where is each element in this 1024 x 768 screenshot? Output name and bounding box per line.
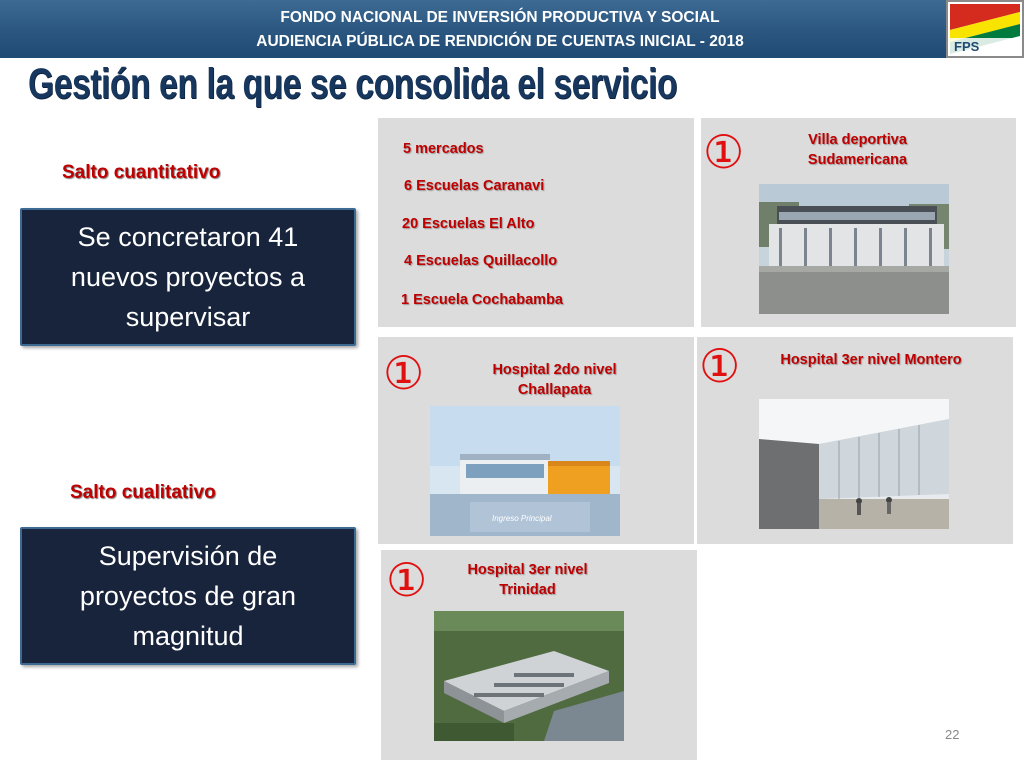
list-item: 20 Escuelas El Alto bbox=[402, 216, 535, 232]
circled-one-icon: ① bbox=[383, 346, 425, 400]
hospital-interior-photo bbox=[759, 399, 949, 529]
trinidad-title: Hospital 3er nivel Trinidad bbox=[467, 562, 588, 598]
page-title: Gestión en la que se consolida el servicio bbox=[28, 60, 678, 108]
challapata-title: Hospital 2do nivel Challapata bbox=[492, 362, 617, 398]
circled-one-icon: ① bbox=[699, 339, 741, 393]
qualitative-box bbox=[20, 527, 356, 665]
list-item: 4 Escuelas Quillacollo bbox=[404, 253, 558, 269]
quantitative-box bbox=[20, 208, 356, 346]
page-number: 22 bbox=[945, 727, 960, 742]
list-item: 1 Escuela Cochabamba bbox=[401, 292, 563, 308]
fps-logo-text: FPS bbox=[954, 39, 980, 54]
villa-title: Villa deportiva Sudamericana bbox=[807, 132, 908, 168]
hospital-aerial-photo bbox=[434, 611, 624, 741]
heading-quantitative: Salto cuantitativo bbox=[62, 162, 221, 183]
list-item: 5 mercados bbox=[403, 141, 484, 157]
hospital-rendering-photo bbox=[430, 406, 620, 536]
list-item: 6 Escuelas Caranavi bbox=[404, 178, 545, 194]
header-line-2: AUDIENCIA PÚBLICA DE RENDICIÓN DE CUENTAS INICIAL - 2018 bbox=[256, 33, 744, 50]
circled-one-icon: ① bbox=[386, 553, 428, 607]
quantitative-box-text: Se concretaron 41 nuevos proyectos a supervisar bbox=[70, 222, 306, 332]
heading-qualitative: Salto cualitativo bbox=[70, 482, 216, 503]
fps-logo bbox=[946, 0, 1024, 58]
montero-title: Hospital 3er nivel Montero bbox=[780, 352, 962, 368]
photo-caption: Ingreso Principal bbox=[492, 514, 552, 523]
circled-one-icon: ① bbox=[703, 125, 745, 179]
qualitative-box-text: Supervisión de proyectos de gran magnitud bbox=[79, 541, 297, 651]
stadium-entrance-photo bbox=[759, 184, 949, 314]
header-line-1: FONDO NACIONAL DE INVERSIÓN PRODUCTIVA Y SOCIAL bbox=[280, 9, 720, 26]
